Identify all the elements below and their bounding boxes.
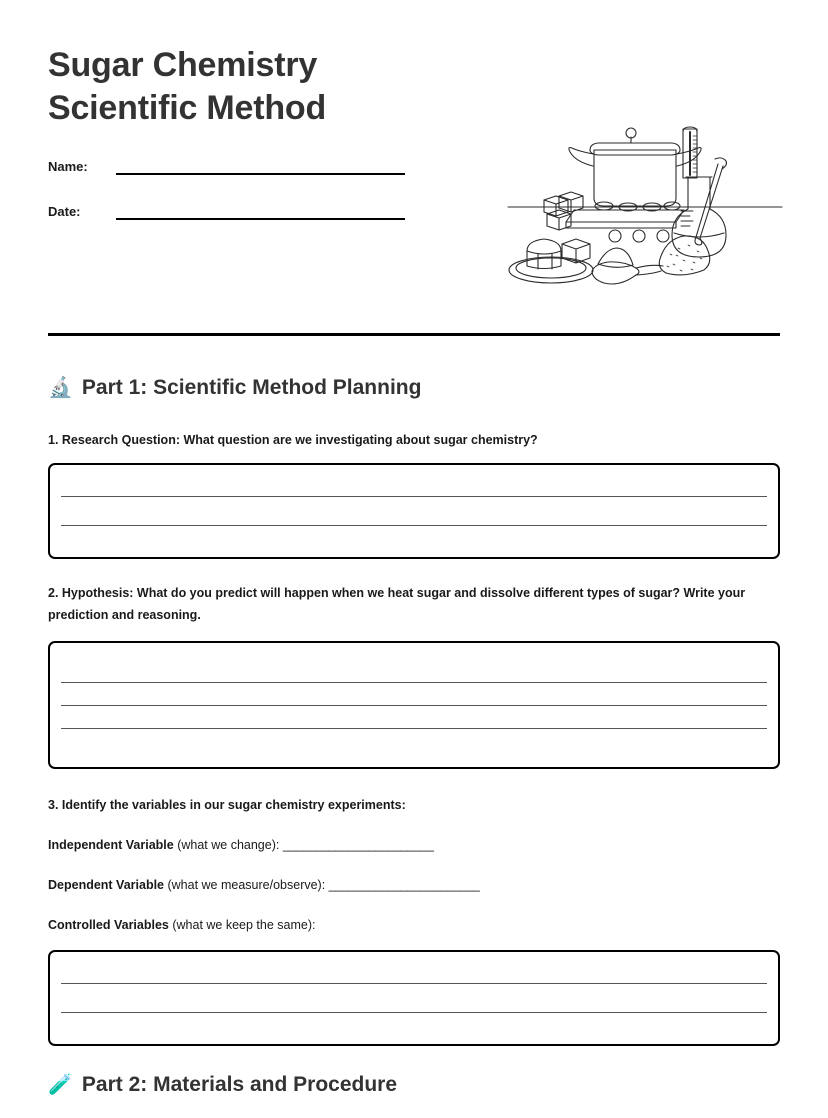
question-1-text: 1. Research Question: What question are we investigating about sugar chemistry? xyxy=(48,433,538,447)
question-2-answer-box[interactable] xyxy=(48,641,780,769)
controlled-variables-answer-box[interactable] xyxy=(48,950,780,1046)
section-heading-part-2-label: Part 2: Materials and Procedure xyxy=(81,1073,398,1096)
controlled-variables-description: (what we keep the same): xyxy=(168,918,316,932)
illustration-svg xyxy=(500,118,790,298)
independent-variable-blank[interactable]: _______________________ xyxy=(282,838,434,852)
controlled-variables-label: Controlled Variables xyxy=(48,918,169,932)
sugar-chemistry-lab-illustration xyxy=(500,118,790,298)
dependent-variable-label: Dependent Variable xyxy=(48,878,165,892)
name-label: Name: xyxy=(48,159,88,174)
independent-variable-row xyxy=(48,835,780,855)
write-line[interactable] xyxy=(61,496,767,497)
cooking-pot xyxy=(569,128,701,206)
stove xyxy=(566,202,684,242)
question-3-text: 3. Identify the variables in our sugar chemistry experiments: xyxy=(48,798,406,812)
page-title xyxy=(48,44,478,130)
stove-knob-3 xyxy=(657,230,669,242)
section-heading-part-1-label: Part 1: Scientific Method Planning xyxy=(81,376,422,399)
name-field-row xyxy=(48,160,408,175)
sugar-pile xyxy=(659,236,710,275)
test-tube-icon: 🧪 xyxy=(48,1073,73,1096)
dependent-variable-row xyxy=(48,875,780,895)
question-1-answer-box[interactable] xyxy=(48,463,780,559)
sugar-cube-stack xyxy=(544,192,583,230)
write-line[interactable] xyxy=(61,705,767,706)
thermometer-scale xyxy=(693,136,697,172)
independent-variable-description: (what we change): xyxy=(173,838,283,852)
page-title-line-1: Sugar Chemistry xyxy=(48,46,318,84)
date-input-rule[interactable] xyxy=(116,218,405,220)
stove-knob-2 xyxy=(633,230,645,242)
write-line[interactable] xyxy=(61,728,767,729)
controlled-variables-row xyxy=(48,915,780,935)
page-title-line-2: Scientific Method xyxy=(48,89,327,128)
date-label: Date: xyxy=(48,204,81,219)
sugar-cubes-on-plate xyxy=(509,239,593,283)
section-divider xyxy=(48,333,780,336)
question-2-text: 2. Hypothesis: What do you predict will happen when we heat sugar and dissolve different types of sugar? Write your prediction and reasoning. xyxy=(48,586,746,623)
dependent-variable-blank[interactable]: _______________________ xyxy=(328,878,480,892)
write-line[interactable] xyxy=(61,525,767,526)
flask-with-thermometer xyxy=(672,127,726,257)
independent-variable-label: Independent Variable xyxy=(48,838,174,852)
dependent-variable-description: (what we measure/observe): xyxy=(164,878,329,892)
section-heading-part-1 xyxy=(48,377,421,398)
microscope-icon: 🔬 xyxy=(48,376,73,399)
write-line[interactable] xyxy=(61,682,767,683)
name-input-rule[interactable] xyxy=(116,173,405,175)
sugar-grain-texture xyxy=(667,245,702,271)
date-field-row xyxy=(48,205,408,220)
write-line[interactable] xyxy=(61,983,767,984)
section-heading-part-2 xyxy=(48,1074,397,1095)
write-line[interactable] xyxy=(61,1012,767,1013)
stirring-rod xyxy=(695,158,727,245)
stove-knob-1 xyxy=(609,230,621,242)
spoon-with-sugar xyxy=(592,248,663,284)
